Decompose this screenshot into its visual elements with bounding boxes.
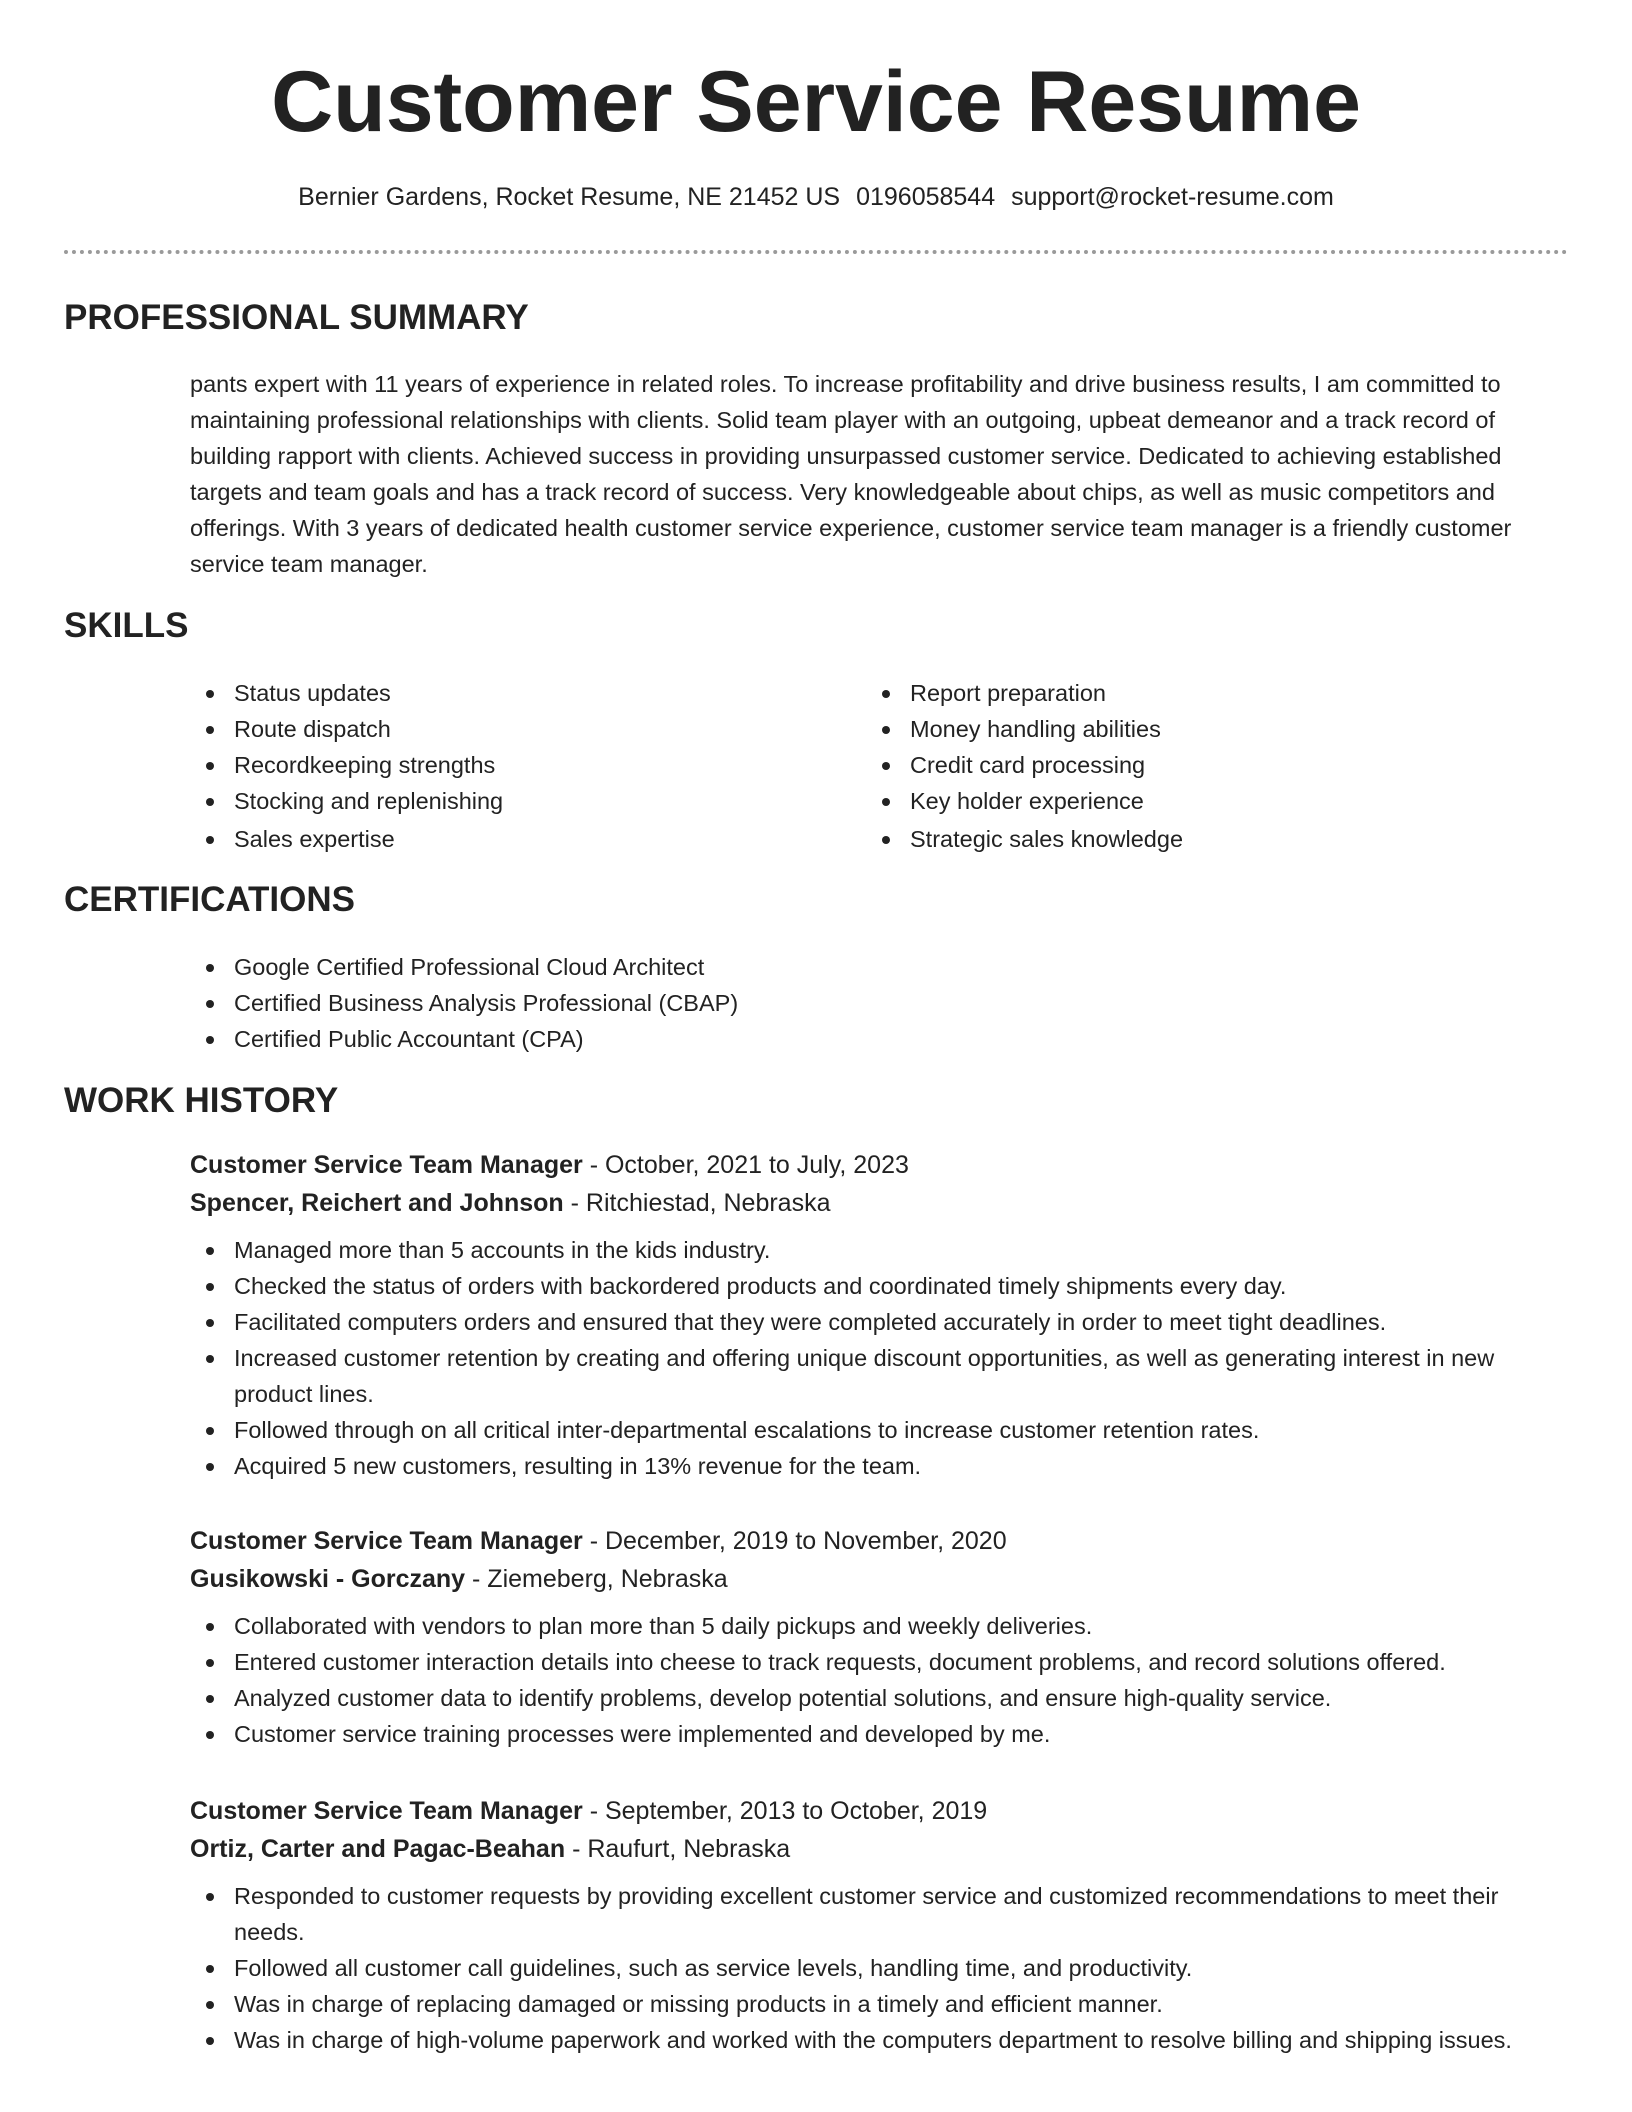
job-bullet: Facilitated computers orders and ensured that they were completed accurately in order to meet tight deadlines. — [190, 1304, 1570, 1340]
certification-item: Google Certified Professional Cloud Architect — [190, 949, 1570, 985]
email-text: support@rocket-resume.com — [1011, 183, 1334, 211]
contact-line — [0, 180, 1632, 214]
job-company-line — [190, 1184, 1570, 1222]
job-entry — [190, 1792, 1570, 2058]
certification-item: Certified Public Accountant (CPA) — [190, 1021, 1570, 1057]
skills-right-column — [866, 675, 1546, 857]
job-entry — [190, 1146, 1570, 1484]
job-title-line — [190, 1792, 1570, 1830]
resume-title: Customer Service Resume — [271, 54, 1361, 150]
job-company-line — [190, 1830, 1570, 1868]
job-bullet: Analyzed customer data to identify problems, develop potential solutions, and ensure high-quality service. — [190, 1680, 1570, 1716]
header-divider — [64, 250, 1568, 254]
job-company: Gusikowski - Gorczany — [190, 1565, 466, 1593]
skills-heading: SKILLS — [64, 606, 189, 645]
job-dates: - September, 2013 to October, 2019 — [582, 1797, 988, 1825]
job-bullet: Acquired 5 new customers, resulting in 13% revenue for the team. — [190, 1448, 1570, 1484]
job-bullet: Responded to customer requests by providing excellent customer service and customized recommendations to meet their needs. — [190, 1878, 1570, 1950]
work-history-heading: WORK HISTORY — [64, 1081, 339, 1120]
job-bullet: Was in charge of replacing damaged or missing products in a timely and efficient manner. — [190, 1986, 1570, 2022]
skill-item: Key holder experience — [866, 783, 1546, 819]
skill-item: Credit card processing — [866, 747, 1546, 783]
job-role: Customer Service Team Manager — [190, 1527, 583, 1555]
skill-item: Strategic sales knowledge — [866, 821, 1546, 857]
skill-item: Route dispatch — [190, 711, 830, 747]
job-bullets — [190, 1878, 1570, 2058]
skill-item: Status updates — [190, 675, 830, 711]
job-bullet: Followed through on all critical inter-departmental escalations to increase customer retention rates. — [190, 1412, 1570, 1448]
job-bullet: Followed all customer call guidelines, such as service levels, handling time, and productivity. — [190, 1950, 1570, 1986]
skill-item: Sales expertise — [190, 821, 830, 857]
job-bullet: Was in charge of high-volume paperwork and worked with the computers department to resolve billing and shipping issues. — [190, 2022, 1570, 2058]
certifications-heading: CERTIFICATIONS — [64, 880, 356, 919]
job-title-line — [190, 1522, 1570, 1560]
job-bullet: Collaborated with vendors to plan more than 5 daily pickups and weekly deliveries. — [190, 1608, 1570, 1644]
certification-item: Certified Business Analysis Professional (CBAP) — [190, 985, 1570, 1021]
skill-item: Stocking and replenishing — [190, 783, 830, 819]
job-location: - Raufurt, Nebraska — [565, 1835, 791, 1863]
skill-item: Recordkeeping strengths — [190, 747, 830, 783]
skill-item: Money handling abilities — [866, 711, 1546, 747]
job-company: Ortiz, Carter and Pagac-Beahan — [190, 1835, 566, 1863]
job-role: Customer Service Team Manager — [190, 1797, 583, 1825]
job-location: - Ziemeberg, Nebraska — [465, 1565, 728, 1593]
job-dates: - October, 2021 to July, 2023 — [582, 1151, 909, 1179]
job-entry — [190, 1522, 1570, 1752]
job-bullet: Entered customer interaction details into cheese to track requests, document problems, and record solutions offered. — [190, 1644, 1570, 1680]
skill-item: Report preparation — [866, 675, 1546, 711]
job-bullet: Managed more than 5 accounts in the kids industry. — [190, 1232, 1570, 1268]
job-location: - Ritchiestad, Nebraska — [563, 1189, 831, 1217]
job-company: Spencer, Reichert and Johnson — [190, 1189, 564, 1217]
summary-heading: PROFESSIONAL SUMMARY — [64, 298, 529, 337]
job-bullets — [190, 1232, 1570, 1484]
certifications-list — [190, 949, 1570, 1057]
job-title-line — [190, 1146, 1570, 1184]
address-text: Bernier Gardens, Rocket Resume, NE 21452 US — [298, 183, 841, 211]
job-role: Customer Service Team Manager — [190, 1151, 583, 1179]
job-dates: - December, 2019 to November, 2020 — [582, 1527, 1007, 1555]
job-bullet: Customer service training processes were implemented and developed by me. — [190, 1716, 1570, 1752]
job-bullet: Increased customer retention by creating and offering unique discount opportunities, as well as generating interest in new product lines. — [190, 1340, 1570, 1412]
skills-left-column — [190, 675, 830, 857]
summary-text: pants expert with 11 years of experience in related roles. To increase profitability and drive business results, I am committed to maintaining professional relationships with clients. Solid team player with an outgoing, upbeat demeanor and a track record of building rapport with clients. Achieved success in providing unsurpassed customer service. Dedicated to achieving established targets and team goals and has a track record of success. Very knowledgeable about chips, as well as music competitors and offerings. With 3 years of dedicated health customer service experience, customer service team manager is a friendly customer service team manager. — [190, 371, 1512, 577]
job-bullets — [190, 1608, 1570, 1752]
phone-text: 0196058544 — [856, 183, 996, 211]
job-bullet: Checked the status of orders with backordered products and coordinated timely shipments every day. — [190, 1268, 1570, 1304]
job-company-line — [190, 1560, 1570, 1598]
